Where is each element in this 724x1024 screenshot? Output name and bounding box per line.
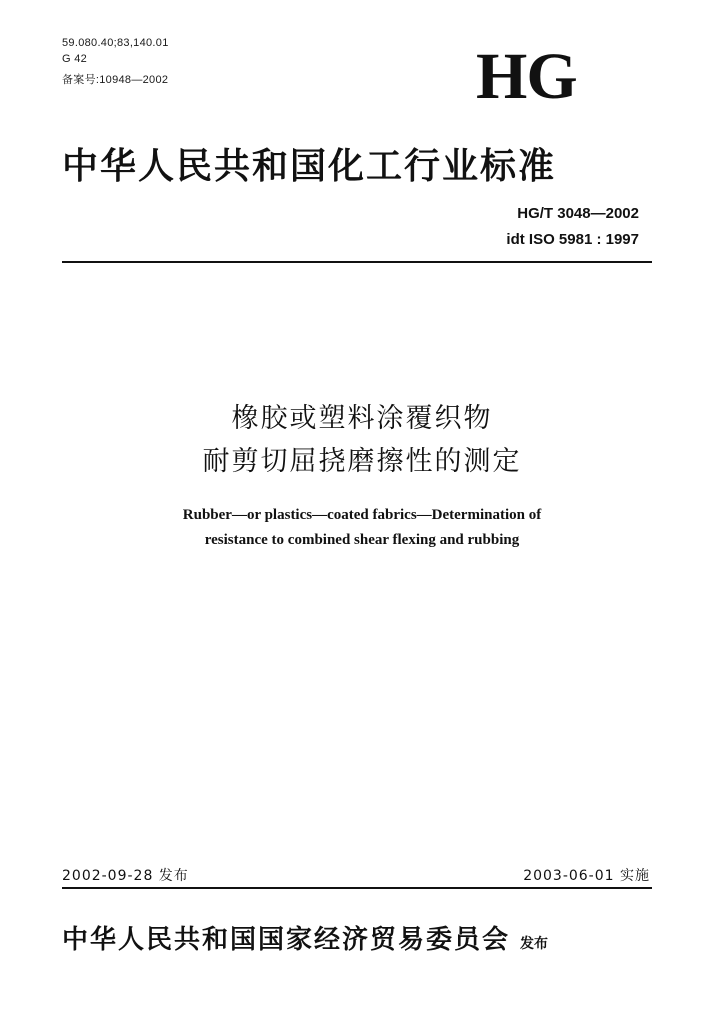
english-title-line-2: resistance to combined shear flexing and rubbing (204, 532, 520, 548)
hg-logo: HG (476, 40, 577, 113)
implementation-date: 2003-06-01 实施 (523, 868, 650, 884)
issuer-line (62, 919, 548, 956)
standard-category-title: 中华人民共和国化工行业标准 (62, 146, 557, 187)
ccs-code: G 42 (62, 53, 88, 65)
top-divider (62, 261, 652, 263)
chinese-title-line-2: 耐剪切屈挠磨擦性的测定 (202, 446, 522, 477)
issuer-suffix: 发布 (520, 936, 549, 952)
issue-date: 2002-09-28 发布 (62, 868, 189, 884)
chinese-title-line-1: 橡胶或塑料涂覆织物 (231, 403, 493, 434)
issuer-name: 中华人民共和国国家经济贸易委员会 (62, 925, 511, 955)
adoption-reference: idt ISO 5981 : 1997 (506, 231, 639, 248)
ics-code: 59.080.40;83,140.01 (62, 37, 169, 49)
bottom-divider (62, 887, 652, 889)
standard-number: HG/T 3048—2002 (517, 205, 639, 222)
record-number: 备案号:10948—2002 (62, 74, 169, 86)
english-title-line-1: Rubber—or plastics—coated fabrics—Determination of (182, 507, 542, 523)
